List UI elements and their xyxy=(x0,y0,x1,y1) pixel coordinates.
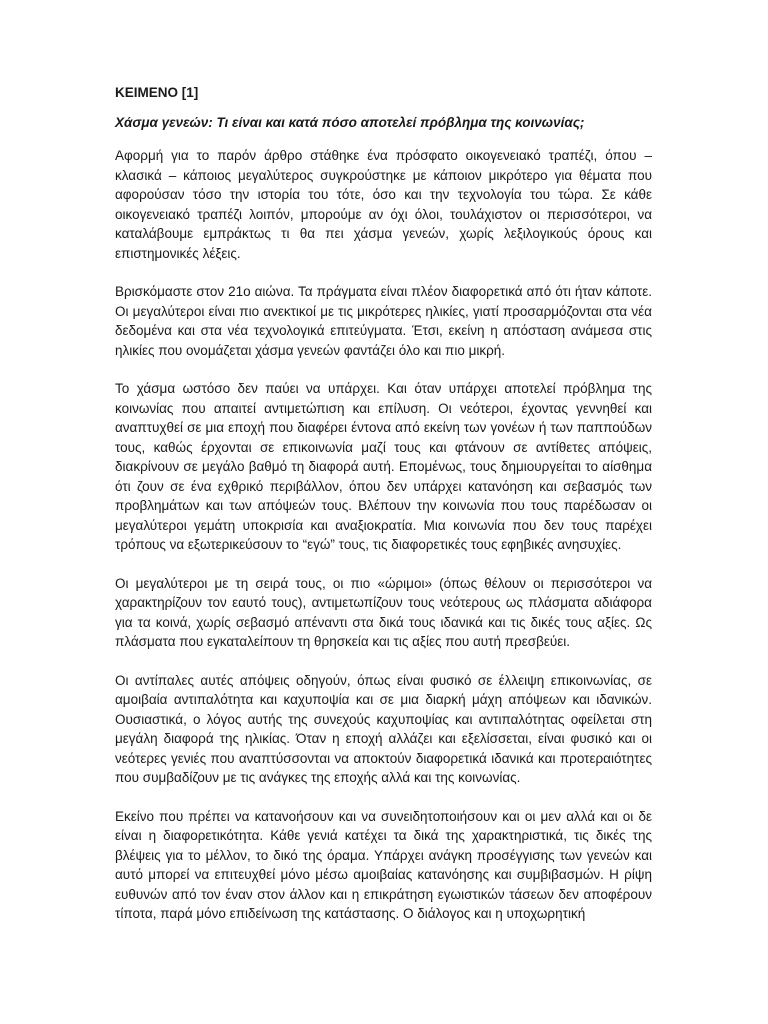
paragraph-1: Αφορμή για το παρόν άρθρο στάθηκε ένα πρόσφατο οικογενειακό τραπέζι, όπου – κλασικά – κάποιος μεγαλύτερος συγκρούστηκε με κάποιον μικρότερο για θέματα που αφορούσαν τόσο την ιστορία του τότε, όσο και την τεχνολογία του τώρα. Σε κάθε οικογενειακό τραπέζι λοιπόν, μπορούμε αν όχι όλοι, τουλάχιστον οι περισσότεροι, να καταλάβουμε εμπράκτως τι θα πει χάσμα γενεών, χωρίς λεξιλογικούς όρους και επιστημονικές λέξεις. xyxy=(115,148,652,261)
paragraph-5: Οι αντίπαλες αυτές απόψεις οδηγούν, όπως είναι φυσικό σε έλλειψη επικοινωνίας, σε αμοιβαία αντιπαλότητα και καχυποψία και σε μια διαρκή μάχη απόψεων και ιδανικών. Ουσιαστικά, ο λόγος αυτής της συνεχούς καχυποψίας και αντιπαλότητας οφείλεται στη μεγάλη διαφορά της ηλικίας. Όταν η εποχή αλλάζει και εξελίσσεται, είναι φυσικό και οι νεότερες γενιές που αναπτύσσονται να αποκτούν διαφορετικά ιδανικά και προτεραιότητες που συμβαδίζουν με τις ανάγκες της εποχής αλλά και της κοινωνίας. xyxy=(115,672,652,785)
paragraph-4: Οι μεγαλύτεροι με τη σειρά τους, οι πιο «ώριμοι» (όπως θέλουν οι περισσότεροι να χαρακτηρίζουν τον εαυτό τους), αντιμετωπίζουν τους νεότερους ως πλάσματα αδιάφορα για τα κοινά, χωρίς σεβασμό απέναντι στα δικά τους ιδανικά και τις δικές τους αξίες. Ως πλάσματα που εγκαταλείπουν τη θρησκεία και τις αξίες που αυτή πρεσβεύει. xyxy=(115,575,652,649)
paragraph-2: Βρισκόμαστε στον 21ο αιώνα. Τα πράγματα είναι πλέον διαφορετικά από ότι ήταν κάποτε. Οι μεγαλύτεροι είναι πιο ανεκτικοί με τις μικρότερες ηλικίες, γιατί προσαρμόζονται στα νέα δεδομένα και στα νέα τεχνολογικά επιτεύγματα. Έτσι, εκείνη η απόσταση ανάμεσα στις ηλικίες που ονομάζεται χάσμα γενεών φαντάζει όλο και πιο μικρή. xyxy=(115,284,652,358)
document-page xyxy=(115,84,652,943)
paragraph-6: Εκείνο που πρέπει να κατανοήσουν και να συνειδητοποιήσουν και οι μεν αλλά και οι δε είναι η διαφορετικότητα. Κάθε γενιά κατέχει τα δικά της χαρακτηριστικά, τις δικές της βλέψεις για το μέλλον, το δικό της όραμα. Υπάρχει ανάγκη προσέγγισης των γενεών και αυτό μπορεί να επιτευχθεί μόνο μέσω αμοιβαίας κατανόησης και συμβιβασμών. Η ρίψη ευθυνών από τον έναν στον άλλον και η επικράτηση εγωιστικών τάσεων δεν αποφέρουν τίποτα, παρά μόνο επιδείνωση της κατάστασης. Ο διάλογος και η υποχωρητική xyxy=(115,808,652,921)
document-label: ΚΕΙΜΕΝΟ [1] xyxy=(115,85,199,100)
document-title: Χάσμα γενεών: Τι είναι και κατά πόσο αποτελεί πρόβλημα της κοινωνίας; xyxy=(115,115,585,130)
paragraph-3: Το χάσμα ωστόσο δεν παύει να υπάρχει. Και όταν υπάρχει αποτελεί πρόβλημα της κοινωνίας που απαιτεί αντιμετώπιση και επίλυση. Οι νεότεροι, έχοντας γεννηθεί και αναπτυχθεί σε μια εποχή που διαφέρει έντονα από εκείνη των γονέων ή των παππούδων τους, καθώς έρχονται σε επικοινωνία μαζί τους και φτάνουν σε αντίθετες απόψεις, διακρίνουν σε μεγάλο βαθμό τη διαφορά αυτή. Επομένως, τους δημιουργείται το αίσθημα ότι ζουν σε ένα εχθρικό περιβάλλον, όπου δεν υπάρχει κατανόηση και σεβασμός των προβλημάτων και των απόψεών τους. Βλέπουν την κοινωνία που τους παρέδωσαν οι μεγαλύτεροι γεμάτη υποκρισία και αναξιοκρατία. Μια κοινωνία που δεν τους παρέχει τρόπους να εξωτερικεύσουν το “εγώ” τους, τις διαφορετικές τους εφηβικές ανησυχίες. xyxy=(115,381,652,552)
